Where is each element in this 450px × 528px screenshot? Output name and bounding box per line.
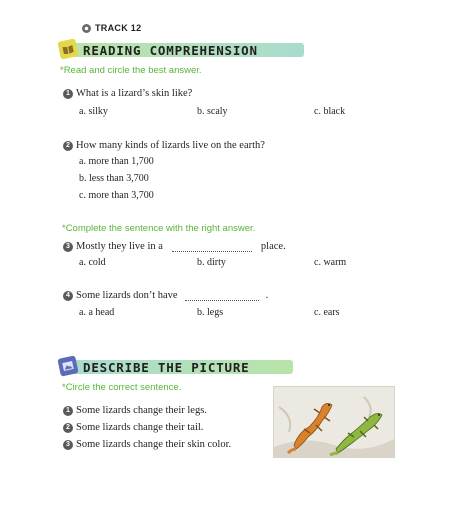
answer-blank[interactable] [172,242,252,252]
question-number-badge: 1 [63,89,73,99]
question-text-before: Some lizards don’t have [76,290,178,301]
question-text-after: . [265,290,269,301]
audio-disc-icon [82,24,91,33]
question-text-after: place. [260,241,286,252]
sentence-number-badge: 3 [63,440,73,450]
q1-option-b[interactable]: b. scaly [197,106,228,117]
question-text-before: Mostly they live in a [76,241,163,252]
describe-picture-banner [59,358,294,376]
sentence-2[interactable] [63,422,203,433]
question-3 [63,241,286,252]
q4-option-c[interactable]: c. ears [314,307,340,318]
question-text: How many kinds of lizards live on the earth? [76,140,265,151]
question-number-badge: 3 [63,242,73,252]
track-label [82,23,141,33]
sentence-text: Some lizards change their tail. [76,422,204,433]
sentence-text: Some lizards change their skin color. [76,439,232,450]
q3-option-c[interactable]: c. warm [314,257,347,268]
sentence-number-badge: 2 [63,423,73,433]
complete-instruction: *Complete the sentence with the right answer. [62,223,256,234]
sentence-number-badge: 1 [63,406,73,416]
describe-instruction: *Circle the correct sentence. [62,382,182,393]
section-title: READING COMPREHENSION [83,42,258,58]
q2-option-b[interactable]: b. less than 3,700 [79,173,149,184]
q2-option-c[interactable]: c. more than 3,700 [79,190,154,201]
question-number-badge: 2 [63,141,73,151]
sentence-1[interactable] [63,405,207,416]
question-text: What is a lizard’s skin like? [76,88,193,99]
book-badge-icon [57,38,78,59]
q4-option-b[interactable]: b. legs [197,307,224,318]
picture-badge-icon [57,355,78,376]
q3-option-a[interactable]: a. cold [79,257,106,268]
q3-option-b[interactable]: b. dirty [197,257,226,268]
q4-option-a[interactable]: a. a head [79,307,115,318]
q1-option-c[interactable]: c. black [314,106,346,117]
q2-option-a[interactable]: a. more than 1,700 [79,156,154,167]
question-4 [63,290,268,301]
track-text: TRACK 12 [95,23,142,33]
sentence-text: Some lizards change their legs. [76,405,207,416]
question-2 [63,140,265,151]
reading-comprehension-banner [59,41,304,59]
section-title: DESCRIBE THE PICTURE [83,359,250,375]
answer-blank[interactable] [185,291,259,301]
lizard-picture [273,386,395,458]
sentence-3[interactable] [63,439,231,450]
reading-instruction: *Read and circle the best answer. [60,65,202,76]
q1-option-a[interactable]: a. silky [79,106,108,117]
question-1 [63,88,192,99]
question-number-badge: 4 [63,291,73,301]
